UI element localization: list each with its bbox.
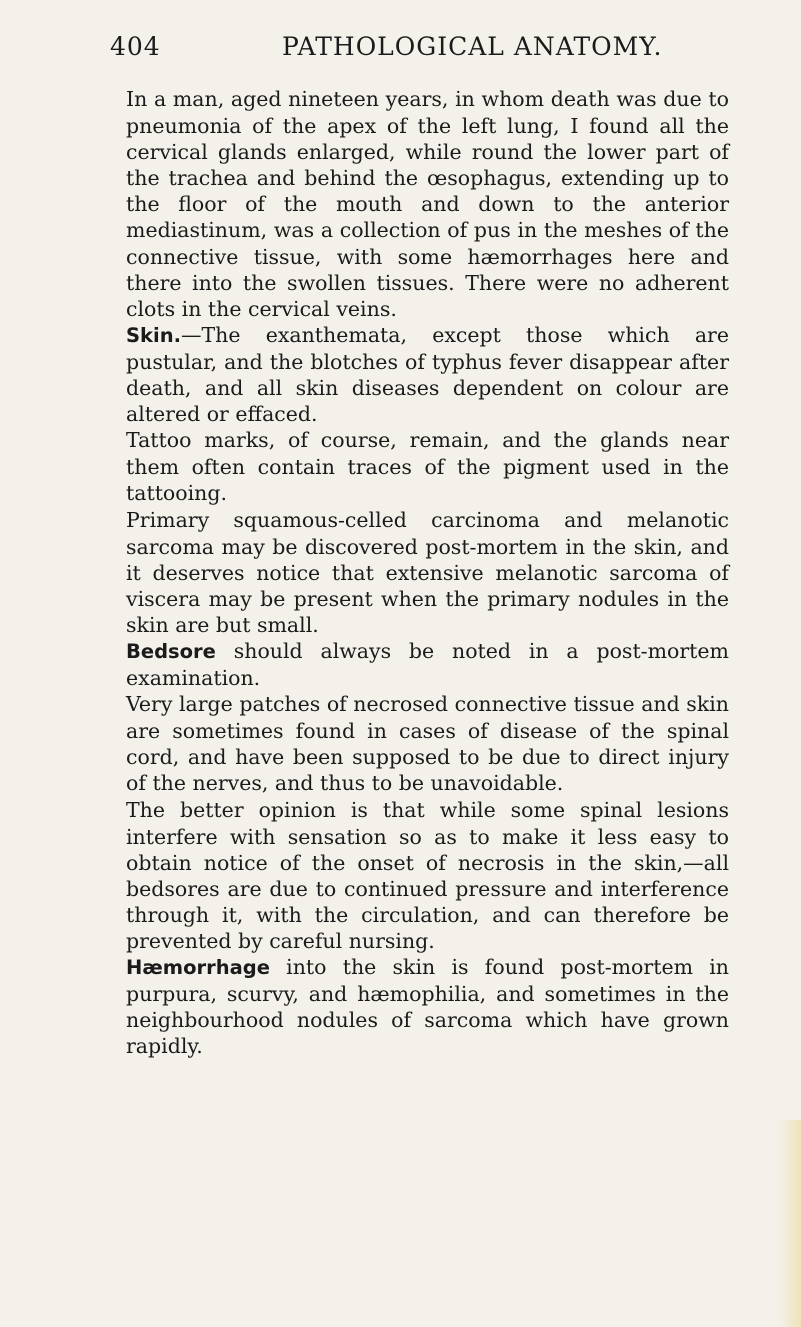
paragraph-skin xyxy=(126,322,729,427)
page-edge-stain xyxy=(779,1120,801,1327)
body-text xyxy=(126,86,729,1059)
paragraph-text: should always be noted in a post-mortem examination. xyxy=(126,638,729,691)
paragraph-text: In a man, aged nineteen years, in whom death was due to pneumonia of the apex of the left lung, I found all the cervical glands enlarged, while round the lower part of the trachea and behind the œsophagus, extending up to the floor of the mouth and down to the anterior mediastinum, was a collection of pus in the meshes of the connective tissue, with some hæmorrhages here and there into the swollen tissues. There were no adherent clots in the cervical veins. xyxy=(126,87,729,321)
paragraph-tattoo xyxy=(126,427,729,506)
section-heading-haemorrhage: Hæmorrhage xyxy=(126,956,270,980)
page-header xyxy=(110,32,710,72)
section-heading-skin: Skin. xyxy=(126,323,181,347)
paragraph-better-opinion xyxy=(126,797,729,955)
paragraph-text: into the skin is found post-mortem in purpura, scurvy, and hæmophilia, and sometimes in the neighbourhood nodules of sarcoma which have grown rapidly. xyxy=(126,955,729,1059)
paragraph-haemorrhage xyxy=(126,954,729,1059)
page-number: 404 xyxy=(110,32,161,61)
paragraph-necrosed-patches xyxy=(126,691,729,796)
paragraph-text: Very large patches of necrosed connective tissue and skin are sometimes found in cases of disease of the spinal cord, and have been supposed to be due to direct injury of the nerves, and thus to be unavoidable. xyxy=(126,692,729,796)
paragraph-text: The better opinion is that while some spinal lesions interfere with sensation so as to make it less easy to obtain notice of the onset of necrosis in the skin,—all bedsores are due to continued pressure and interference through it, with the circulation, and can therefore be prevented by careful nursing. xyxy=(126,797,729,953)
running-title: PATHOLOGICAL ANATOMY. xyxy=(282,32,663,61)
section-heading-bedsore: Bedsore xyxy=(126,639,216,663)
paragraph-carcinoma xyxy=(126,507,729,638)
paragraph-text: —The exanthemata, except those which are pustular, and the blotches of typhus fever disappear after death, and all skin diseases dependent on colour are altered or effaced. xyxy=(126,322,729,427)
paragraph-bedsore xyxy=(126,638,729,691)
paragraph-text: Primary squamous-celled carcinoma and melanotic sarcoma may be discovered post-mortem in the skin, and it deserves notice that extensive melanotic sarcoma of viscera may be present when the primary nodules in the skin are but small. xyxy=(126,507,729,637)
paragraph-text: Tattoo marks, of course, remain, and the glands near them often contain traces of the pigment used in the tattooing. xyxy=(126,428,729,506)
paragraph-cervical-case xyxy=(126,86,729,322)
